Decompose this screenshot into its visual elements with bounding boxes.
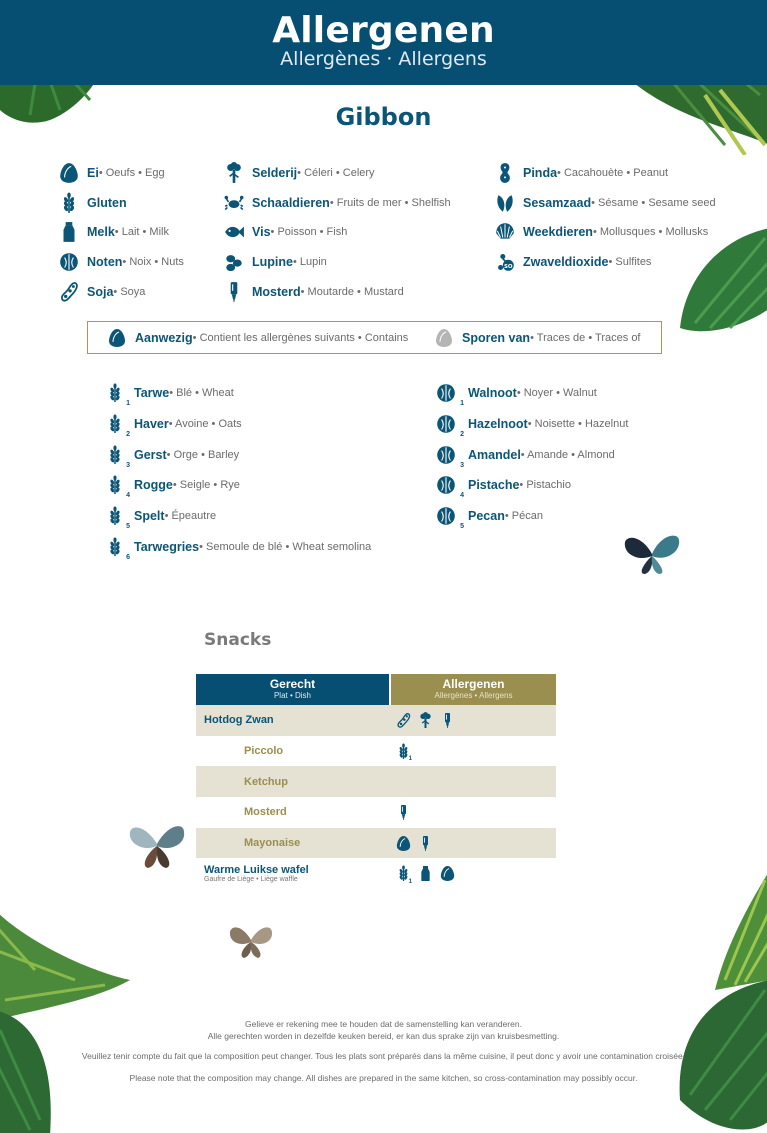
egg-icon xyxy=(440,865,455,882)
gluten-name: Haver xyxy=(134,416,169,431)
legend-present-trans: • Contient les allergènes suivants • Contains xyxy=(192,331,409,344)
allergen-name: Pinda xyxy=(523,166,558,180)
header-allergens xyxy=(391,674,556,705)
allergen-icon-wrap xyxy=(222,221,246,243)
mustard-icon xyxy=(418,835,433,852)
allergen-name: Weekdieren xyxy=(523,225,593,239)
nut-translation: • Noisette • Hazelnut xyxy=(527,417,629,430)
nut-icon xyxy=(436,382,456,404)
footer-dutch xyxy=(0,1018,767,1042)
allergen-cell xyxy=(391,711,455,729)
allergen-name: Vis xyxy=(252,225,271,239)
nut-translation: • Noyer • Walnut xyxy=(516,387,597,399)
allergen-name: Lupine xyxy=(252,255,293,269)
nut-icon xyxy=(436,413,456,435)
allergen-translation: • Sésame • Sesame seed xyxy=(591,197,716,209)
dish-name: Mayonaise xyxy=(244,837,301,850)
egg-icon xyxy=(59,162,79,184)
butterfly-blue-icon xyxy=(623,532,681,576)
allergen-icon-wrap xyxy=(222,162,246,184)
allergen-item xyxy=(57,280,145,304)
egg-grey-icon xyxy=(435,328,453,348)
allergen-name: Mosterd xyxy=(252,285,301,299)
gluten-number: 3 xyxy=(126,461,130,469)
row-allergen xyxy=(395,742,412,763)
nut-name: Amandel xyxy=(468,447,521,462)
wheat-icon xyxy=(106,536,124,558)
wheat-icon xyxy=(106,413,124,435)
legend-traces xyxy=(435,328,641,348)
allergen-item xyxy=(493,191,716,215)
gluten-translation: • Seigle • Rye xyxy=(172,479,240,492)
wheat-icon xyxy=(106,444,124,466)
allergen-translation: • Lupin xyxy=(292,256,327,268)
dish-cell xyxy=(196,745,391,757)
allergen-translation: • Fruits de mer • Shelfish xyxy=(329,197,451,209)
nut-name: Walnoot xyxy=(468,386,517,400)
legend-traces-label: Sporen van xyxy=(462,330,531,345)
allergen-translation: • Noix • Nuts xyxy=(122,256,184,268)
gluten-type-item xyxy=(106,535,371,559)
nut-type-item xyxy=(436,443,615,467)
allergen-icon-wrap xyxy=(222,281,246,303)
wheat-icon xyxy=(59,192,79,214)
table-row xyxy=(196,766,556,797)
allergen-translation: • Oeufs • Egg xyxy=(98,167,165,179)
snacks-table xyxy=(196,674,556,889)
gluten-translation: • Avoine • Oats xyxy=(168,417,242,430)
allergen-item xyxy=(57,250,184,274)
nut-translation: • Amande • Almond xyxy=(520,448,615,461)
gluten-icon-wrap xyxy=(106,474,132,500)
allergen-icon-wrap xyxy=(57,281,81,303)
allergen-icon-wrap xyxy=(493,192,517,214)
gluten-icon-wrap xyxy=(106,413,132,438)
nut-icon xyxy=(436,444,456,466)
allergen-translation: • Lait • Milk xyxy=(114,226,169,238)
allergen-icon-wrap xyxy=(57,221,81,243)
allergen-translation: • Moutarde • Mustard xyxy=(300,286,404,298)
allergen-cell xyxy=(391,865,455,883)
gluten-type-item xyxy=(106,473,240,500)
butterfly-teal-icon xyxy=(128,820,186,870)
celery-icon xyxy=(224,162,244,184)
gluten-icon-wrap xyxy=(106,536,132,561)
dish-name: Warme Luikse wafel xyxy=(204,864,309,877)
allergen-name: Zwaveldioxide xyxy=(523,255,609,269)
nut-icon xyxy=(59,251,79,273)
wheat-number: 1 xyxy=(408,756,412,763)
nut-number: 3 xyxy=(460,461,464,469)
svg-text:SO: SO xyxy=(503,264,513,271)
row-allergen xyxy=(417,865,433,883)
table-row xyxy=(196,736,556,767)
wheat-icon xyxy=(106,382,124,404)
header-allergens-label: Allergenen xyxy=(442,677,505,691)
nut-translation: • Pistachio xyxy=(519,479,571,492)
gluten-translation: • Blé • Wheat xyxy=(169,387,234,399)
nut-name: Pecan xyxy=(468,509,505,524)
nut-icon-wrap xyxy=(436,444,466,469)
soy-icon xyxy=(59,281,79,303)
footer-french: Veuillez tenir compte du fait que la composition peut changer. Tous les plats sont préparés dans la même cuisine, il peut donc y avoir une contamination croisée. xyxy=(81,1051,686,1061)
allergen-item xyxy=(493,161,668,185)
gluten-name: Tarwegries xyxy=(134,540,200,554)
nut-icon-wrap xyxy=(436,413,466,438)
nut-type-item xyxy=(436,381,597,405)
legend-traces-trans: • Traces de • Traces of xyxy=(530,331,641,344)
nut-translation: • Pécan xyxy=(504,510,543,523)
nut-name: Hazelnoot xyxy=(468,416,528,431)
table-body xyxy=(196,705,556,889)
header-dish xyxy=(196,674,389,705)
allergen-item xyxy=(57,220,169,244)
gluten-number: 2 xyxy=(126,430,130,438)
row-allergen xyxy=(395,834,411,852)
gluten-number: 5 xyxy=(126,523,130,531)
row-allergen xyxy=(395,711,411,729)
nut-number: 4 xyxy=(460,492,464,500)
allergen-name: Schaaldieren xyxy=(252,196,330,210)
gluten-number: 4 xyxy=(126,492,130,500)
gluten-type-item xyxy=(106,443,239,467)
dish-cell xyxy=(196,806,391,818)
gluten-icon-wrap xyxy=(106,382,132,407)
allergen-translation: • Sulfites xyxy=(608,256,652,268)
gluten-type-item xyxy=(106,381,234,405)
allergen-item xyxy=(57,161,165,185)
allergen-icon-wrap xyxy=(493,162,517,184)
dish-cell xyxy=(196,714,391,726)
gluten-name: Spelt xyxy=(134,509,165,524)
gluten-name: Rogge xyxy=(134,478,173,493)
dish-subtitle: Gaufre de Liège • Liège waffle xyxy=(204,876,298,884)
crab-icon xyxy=(224,192,244,214)
allergen-item xyxy=(493,250,651,274)
wheat-number: 1 xyxy=(408,878,412,885)
row-allergen xyxy=(417,711,433,729)
legend-present-label: Aanwezig xyxy=(135,330,193,345)
nut-type-item xyxy=(436,473,571,500)
footer-nl-line2: Alle gerechten worden in dezelfde keuken bereid, er kan dus sprake zijn van kruisbesmetting. xyxy=(207,1031,560,1041)
table-header xyxy=(196,674,556,705)
peanut-icon xyxy=(495,162,515,184)
gluten-number: 1 xyxy=(126,400,130,407)
allergen-name: Melk xyxy=(87,225,115,239)
allergen-icon-wrap xyxy=(222,192,246,214)
allergen-item xyxy=(222,161,375,185)
allergen-translation: • Céleri • Celery xyxy=(297,167,375,179)
allergen-name: Gluten xyxy=(87,196,127,210)
sesame-icon xyxy=(495,192,515,214)
row-allergen xyxy=(439,865,455,883)
sulfite-icon xyxy=(495,251,515,273)
table-row xyxy=(196,828,556,859)
allergen-icon-wrap xyxy=(57,192,81,214)
nut-name: Pistache xyxy=(468,478,520,493)
allergen-cell xyxy=(391,834,433,852)
table-row xyxy=(196,705,556,736)
allergen-item xyxy=(222,250,327,274)
nut-type-item xyxy=(436,412,628,436)
header-title: Allergenen xyxy=(272,10,495,51)
dish-name: Ketchup xyxy=(244,775,288,788)
butterfly-brown-icon xyxy=(228,922,274,960)
egg-icon xyxy=(108,328,126,348)
snacks-title: Snacks xyxy=(204,630,272,650)
header-subtitle: Allergènes · Allergens xyxy=(280,48,487,70)
gluten-icon-wrap xyxy=(106,505,132,531)
nut-icon-wrap xyxy=(436,382,466,407)
mustard-icon xyxy=(440,712,455,729)
header-banner xyxy=(0,0,767,85)
egg-icon xyxy=(396,835,411,852)
monstera-leaf-right xyxy=(680,228,767,338)
celery-icon xyxy=(418,712,433,729)
milk-icon xyxy=(59,221,79,243)
wheat-icon xyxy=(106,505,124,527)
gluten-translation: • Semoule de blé • Wheat semolina xyxy=(199,541,372,553)
dish-name: Hotdog Zwan xyxy=(204,714,274,727)
soy-icon xyxy=(396,712,411,729)
gluten-translation: • Épeautre xyxy=(164,510,217,523)
allergen-item xyxy=(493,220,708,244)
allergen-icon-wrap xyxy=(57,162,81,184)
nut-icon-wrap xyxy=(436,505,466,531)
lupine-icon xyxy=(224,251,244,273)
table-row xyxy=(196,858,556,889)
header-dish-sub: Plat • Dish xyxy=(273,691,312,700)
table-row xyxy=(196,797,556,828)
allergen-item xyxy=(57,191,127,215)
nut-type-item xyxy=(436,504,543,531)
allergen-name: Selderij xyxy=(252,166,298,180)
nut-number: 1 xyxy=(460,400,464,407)
allergen-icon-wrap xyxy=(493,221,517,243)
header-dish-label: Gerecht xyxy=(269,677,316,691)
row-allergen xyxy=(395,865,411,883)
gluten-name: Tarwe xyxy=(134,386,170,400)
allergen-translation: • Poisson • Fish xyxy=(270,226,348,238)
nut-icon xyxy=(436,505,456,527)
allergen-item xyxy=(222,280,404,304)
gluten-type-item xyxy=(106,412,242,436)
allergen-cell xyxy=(391,742,412,763)
page-title: Gibbon xyxy=(335,103,432,131)
wheat-icon xyxy=(106,474,124,496)
dish-cell xyxy=(196,864,391,883)
allergen-item xyxy=(222,191,451,215)
gluten-translation: • Orge • Barley xyxy=(166,448,240,461)
allergen-name: Soja xyxy=(87,285,114,299)
allergen-icon-wrap xyxy=(57,251,81,273)
fish-icon xyxy=(224,221,244,243)
row-allergen xyxy=(417,834,433,852)
mustard-icon xyxy=(224,281,244,303)
allergen-translation: • Mollusques • Mollusks xyxy=(592,226,709,238)
legend-present xyxy=(108,328,408,348)
allergen-icon-wrap xyxy=(493,251,517,273)
allergen-icon-wrap xyxy=(222,251,246,273)
dish-name: Mosterd xyxy=(244,806,287,819)
milk-icon xyxy=(418,865,433,882)
gluten-type-item xyxy=(106,504,217,531)
allergen-name: Ei xyxy=(87,166,99,180)
nut-icon-wrap xyxy=(436,474,466,500)
footer-english: Please note that the composition may change. All dishes are prepared in the same kitchen, so cross-contamination may possibly occur. xyxy=(129,1073,638,1083)
nut-number: 5 xyxy=(460,523,464,531)
header-allergens-sub: Allergènes • Allergens xyxy=(434,691,513,700)
footer-nl-line1: Gelieve er rekening mee te houden dat de samenstelling kan veranderen. xyxy=(245,1019,522,1029)
nut-number: 2 xyxy=(460,430,464,438)
row-allergen xyxy=(439,711,455,729)
allergen-cell xyxy=(391,803,411,821)
gluten-name: Gerst xyxy=(134,447,167,462)
allergen-name: Sesamzaad xyxy=(523,196,592,210)
dish-cell xyxy=(196,776,391,788)
allergen-translation: • Soya xyxy=(113,286,146,298)
nut-icon xyxy=(436,474,456,496)
allergen-translation: • Cacahouète • Peanut xyxy=(557,167,669,179)
mustard-icon xyxy=(396,804,411,821)
gluten-icon-wrap xyxy=(106,444,132,469)
gluten-number: 6 xyxy=(126,554,130,561)
allergen-name: Noten xyxy=(87,255,123,269)
dish-cell xyxy=(196,837,391,849)
row-allergen xyxy=(395,803,411,821)
presence-legend xyxy=(87,321,662,354)
dish-name: Piccolo xyxy=(244,745,284,758)
palm-leaf-bottom-right xyxy=(675,870,767,1133)
shell-icon xyxy=(495,221,515,243)
allergen-item xyxy=(222,220,347,244)
